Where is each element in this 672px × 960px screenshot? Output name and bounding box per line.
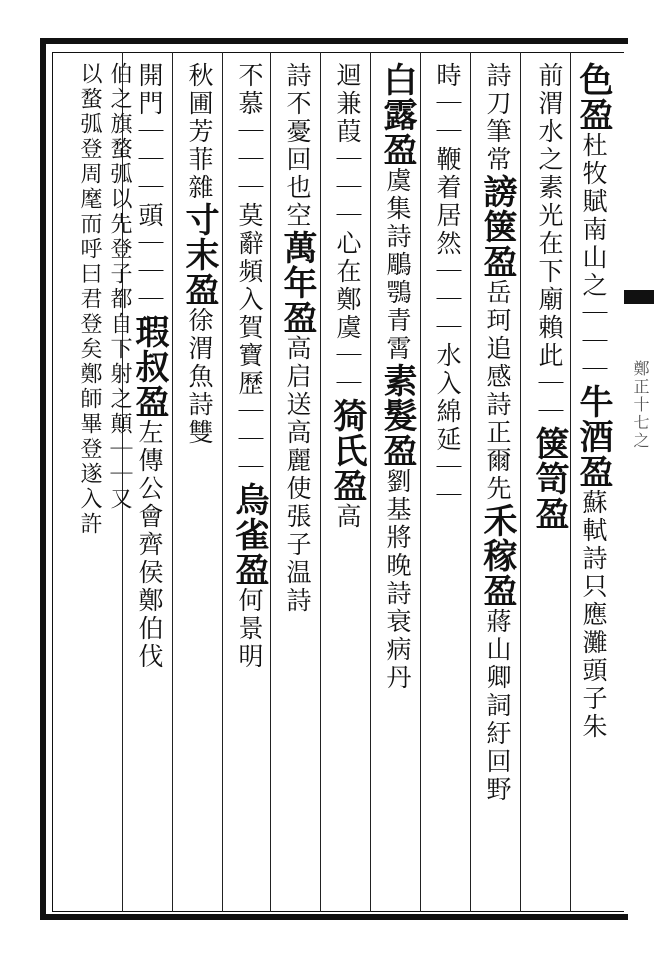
entry-text: 頭｜｜｜ (135, 202, 164, 314)
text-column (130, 62, 168, 671)
entry-text: 虞集詩鵰鶚青霄 (383, 167, 412, 363)
entry-text: 左傳公會齊侯鄭伯伐 (135, 419, 164, 671)
entry-text: 廟賴此｜｜ (535, 286, 564, 426)
column-rule (222, 52, 223, 912)
entry-heading: 白露盈 (377, 62, 417, 167)
column-rule (570, 52, 571, 912)
text-column (478, 62, 516, 804)
text-column (574, 62, 612, 741)
entry-text: 心在鄭虞｜｜ (333, 230, 362, 398)
sidebar-mark (624, 290, 654, 304)
entry-text: 何景明 (235, 587, 264, 671)
entry-text: 劉基將晚詩衰病丹 (383, 468, 412, 692)
entry-heading: 牛酒盈 (573, 384, 613, 489)
entry-text: 高 (333, 503, 362, 531)
entry-text: 徐渭魚詩雙 (185, 307, 214, 447)
entry-text: 莫辭頻入賀寶歷｜｜｜ (235, 202, 264, 482)
entry-text: 伯之旗蝥弧以先登子都自下射之顛｜｜又 (107, 62, 132, 512)
entry-heading: 謗箧盈 (477, 174, 517, 279)
entry-text: 迴兼葭｜｜｜ (333, 62, 362, 230)
text-column (428, 62, 466, 510)
entry-text: 高启送高麗使張子温詩 (283, 335, 312, 615)
text-column (530, 62, 568, 531)
entry-text: 詩刀筆常 (483, 62, 512, 174)
entry-text: 蔣山卿詞紆回野 (483, 608, 512, 804)
entry-text: 開門｜｜｜ (135, 62, 164, 202)
entry-heading: 寸末盈 (179, 202, 219, 307)
entry-text: 鞭着居然｜｜｜ (433, 146, 462, 342)
entry-text: 前渭水之素光在下 (535, 62, 564, 286)
text-column (278, 62, 316, 615)
entry-heading: 瑕叔盈 (129, 314, 169, 419)
column-rule (320, 52, 321, 912)
column-rule (172, 52, 173, 912)
column-rule (370, 52, 371, 912)
entry-text: 以蝥弧登周麾而呼曰君登矣鄭師畢登遂入許 (77, 62, 102, 537)
entry-text: 時｜｜ (433, 62, 462, 146)
entry-text: 岳珂追感詩正爾先 (483, 279, 512, 503)
text-column (328, 62, 366, 531)
column-rule (270, 52, 271, 912)
text-column (378, 62, 416, 692)
entry-heading: 萬年盈 (277, 230, 317, 335)
entry-text: 杜牧賦南山之｜｜｜ (579, 132, 608, 384)
sidebar-text: 鄭正十七之 (631, 360, 650, 450)
entry-text: 秋圃芳菲雜 (185, 62, 214, 202)
entry-heading: 素髮盈 (377, 363, 417, 468)
entry-heading: 禾稼盈 (477, 503, 517, 608)
entry-text: 不慕｜｜｜ (235, 62, 264, 202)
text-column (180, 62, 218, 447)
column-rule (520, 52, 521, 912)
entry-text: 水入綿延｜｜ (433, 342, 462, 510)
column-rule (420, 52, 421, 912)
column-rule (470, 52, 471, 912)
entry-text: 詩不憂回也空 (283, 62, 312, 230)
text-column (66, 62, 104, 537)
entry-heading: 色盈 (573, 62, 613, 132)
entry-text: 蘇軾詩只應灘頭 (579, 489, 608, 685)
entry-heading: 猗氏盈 (327, 398, 367, 503)
text-column (230, 62, 268, 671)
entry-heading: 烏雀盈 (229, 482, 269, 587)
entry-heading: 箧笥盈 (529, 426, 569, 531)
entry-text: 子朱 (579, 685, 608, 741)
